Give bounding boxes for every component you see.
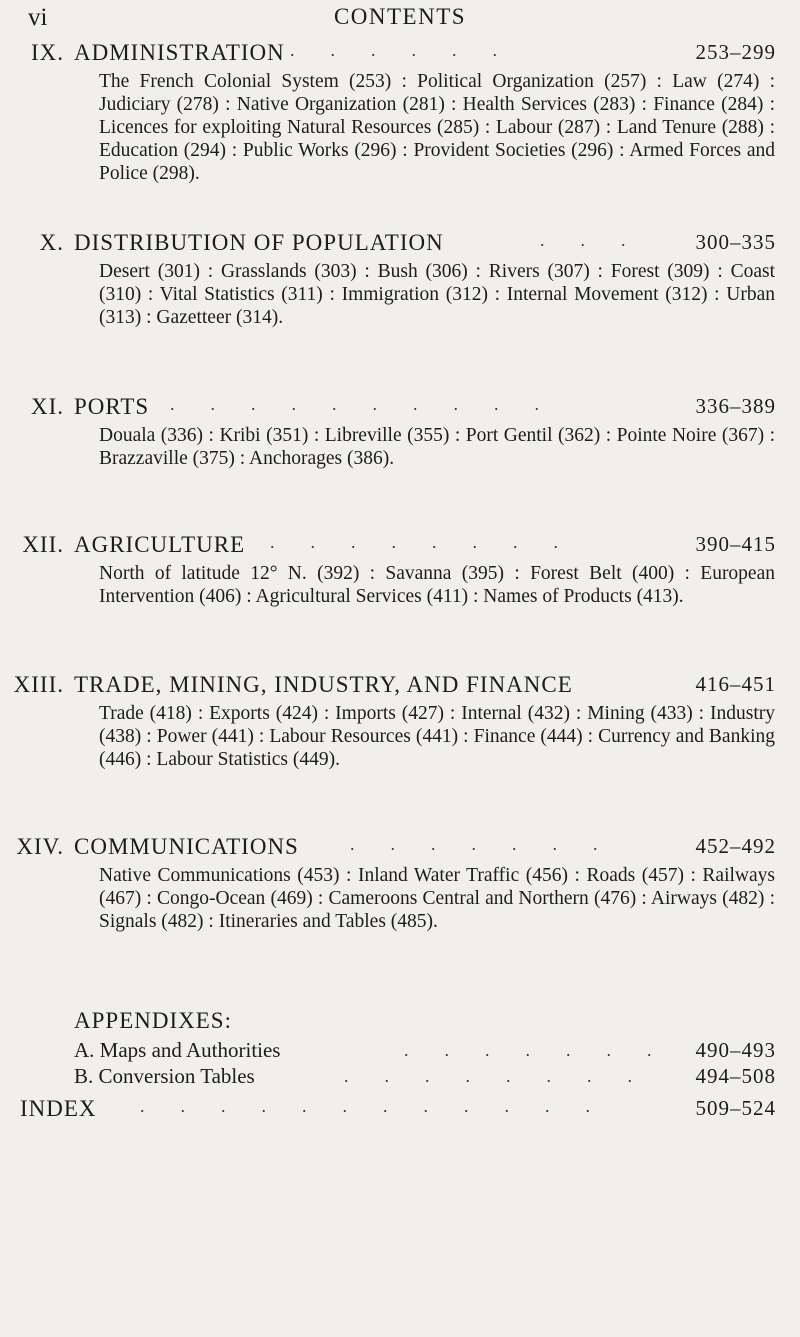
- page-header: [0, 4, 800, 34]
- dot-leader: . . . . . . .: [350, 834, 598, 854]
- chapter-number: XII.: [22, 532, 64, 557]
- chapter-title: AGRICULTURE: [74, 532, 246, 557]
- chapter-description: Douala (336) : Kribi (351) : Libreville (355) : Port Gentil (362) : Pointe Noire (367) : Brazzaville (375) : Anchorages (386).: [99, 425, 775, 469]
- chapter-number: XIV.: [16, 834, 64, 859]
- chapter-pages: 253–299: [695, 40, 776, 64]
- appendix-entry[interactable]: [74, 1038, 776, 1064]
- chapter-title: TRADE, MINING, INDUSTRY, AND FINANCE: [74, 672, 573, 697]
- chapter-title: DISTRIBUTION OF POPULATION: [74, 230, 444, 255]
- appendix-label: A. Maps and Authorities: [74, 1038, 281, 1062]
- chapter-title: ADMINISTRATION: [74, 40, 285, 65]
- dot-leader: . . . . . . .: [404, 1040, 652, 1060]
- appendix-pages: 494–508: [695, 1064, 776, 1088]
- running-title: CONTENTS: [333, 4, 467, 29]
- chapter-pages: 300–335: [695, 230, 776, 254]
- chapter-pages: 336–389: [695, 394, 776, 418]
- chapter-title: PORTS: [74, 394, 150, 419]
- page-folio: vi: [28, 4, 48, 31]
- chapter-title: COMMUNICATIONS: [74, 834, 299, 859]
- chapter-number: X.: [39, 230, 64, 255]
- chapter-pages: 390–415: [695, 532, 776, 556]
- chapter-entry[interactable]: [0, 834, 800, 932]
- dot-leader: . . . . . . . . . .: [170, 394, 539, 414]
- chapter-number: XIII.: [13, 672, 64, 697]
- appendix-pages: 490–493: [695, 1038, 776, 1062]
- chapter-description: North of latitude 12° N. (392) : Savanna (395) : Forest Belt (400) : European Intervention (406) : Agricultural Services (411) : Names of Products (413).: [99, 563, 775, 607]
- chapter-description: Native Communications (453) : Inland Water Traffic (456) : Roads (457) : Railways (467) : Congo-Ocean (469) : Cameroons Central and Northern (476) : Airways (482) : Signals (482) : Itineraries and Tables (485).: [99, 865, 775, 932]
- chapter-entry[interactable]: [0, 40, 800, 184]
- appendix-entry[interactable]: [74, 1064, 776, 1090]
- index-entry[interactable]: [0, 1096, 800, 1126]
- dot-leader: . . . . . . . .: [344, 1066, 632, 1086]
- index-label: INDEX: [20, 1096, 97, 1121]
- dot-leader: . . . . . .: [290, 40, 497, 60]
- index-pages: 509–524: [695, 1096, 776, 1120]
- dot-leader: . . . . . . . .: [270, 532, 558, 552]
- dot-leader: . . . . . . . . . . . .: [140, 1096, 590, 1116]
- chapter-description: Trade (418) : Exports (424) : Imports (427) : Internal (432) : Mining (433) : Industry (438) : Power (441) : Labour Resources (441) : Finance (444) : Currency and Banking (446) : Labour Statistics (449).: [99, 703, 775, 770]
- chapter-number: XI.: [30, 394, 64, 419]
- chapter-entry[interactable]: [0, 230, 800, 328]
- chapter-pages: 416–451: [695, 672, 776, 696]
- chapter-number: IX.: [30, 40, 64, 65]
- chapter-description: Desert (301) : Grasslands (303) : Bush (306) : Rivers (307) : Forest (309) : Coast (310) : Vital Statistics (311) : Immigration (312) : Internal Movement (312) : Urban (313) : Gazetteer (314).: [99, 261, 775, 328]
- chapter-entry[interactable]: [0, 394, 800, 469]
- chapter-entry[interactable]: [0, 672, 800, 770]
- appendix-label: B. Conversion Tables: [74, 1064, 255, 1088]
- chapter-pages: 452–492: [695, 834, 776, 858]
- dot-leader: . . .: [540, 230, 626, 250]
- appendixes-heading: APPENDIXES:: [74, 1008, 232, 1033]
- chapter-description: The French Colonial System (253) : Political Organization (257) : Law (274) : Judiciary (278) : Native Organization (281) : Health Services (283) : Finance (284) : Licences for exploiting Natural Resources (285) : Labour (287) : Land Tenure (288) : Education (294) : Public Works (296) : Provident Societies (296) : Armed Forces and Police (298).: [99, 71, 775, 184]
- chapter-entry[interactable]: [0, 532, 800, 607]
